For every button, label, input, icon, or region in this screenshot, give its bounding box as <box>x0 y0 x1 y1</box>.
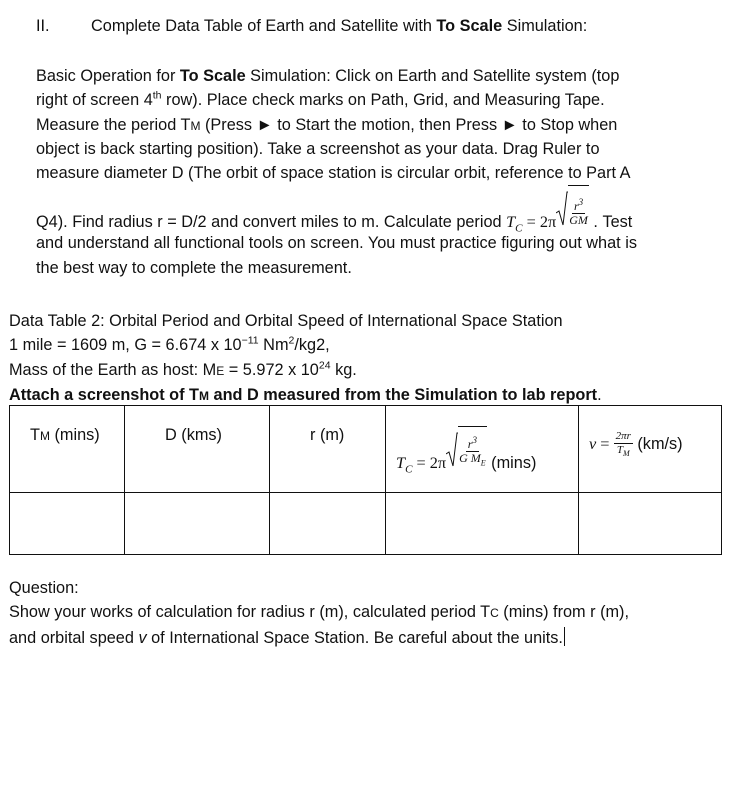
cell-tc-input[interactable] <box>386 493 579 555</box>
data-table <box>9 405 722 555</box>
header-tc: $T_C = 2\pi$ $\frac{r^3}{G M_E}$ (mins) <box>386 406 579 493</box>
constants-line: 1 mile = 1609 m, G = 6.674 x $10^{-11}$ Nm$^2$/kg2, <box>9 334 330 355</box>
text-cursor <box>564 627 565 646</box>
play-icon: ► <box>256 115 273 134</box>
question-line-1: Show your works of calculation for radius r (m), calculated period TC (mins) from r (m), <box>9 603 630 622</box>
sqrt-symbol: $\frac{r^3}{G M_E}$ <box>446 426 487 474</box>
data-table-caption <box>9 309 602 408</box>
header-tm: TM (mins) <box>10 406 125 493</box>
cell-v-input[interactable] <box>579 493 722 555</box>
header-d: D (kms) <box>125 406 270 493</box>
cell-r-input[interactable] <box>270 493 386 555</box>
cell-tm-input[interactable] <box>10 493 125 555</box>
question-label: Question: <box>9 579 79 597</box>
table-header-row <box>10 406 722 493</box>
section-number: II. <box>36 17 50 35</box>
table-row <box>10 493 722 555</box>
question-block <box>9 576 629 650</box>
play-icon: ► <box>501 115 518 134</box>
section-title: Complete Data Table of Earth and Satellite with To Scale Simulation: <box>91 17 588 35</box>
attach-instruction: Attach a screenshot of TM and D measured from the Simulation to lab report. <box>9 385 602 404</box>
header-r: r (m) <box>270 406 386 493</box>
question-line-2: and orbital speed v of International Space Station. Be careful about the units. <box>9 628 563 647</box>
header-v: v = $\frac{2\pi r}{T_M}$ (km/s) <box>579 406 722 493</box>
sqrt-symbol: $\frac{r^3}{GM}$ <box>556 185 589 233</box>
data-table-title: Data Table 2: Orbital Period and Orbital Speed of International Space Station <box>9 312 563 330</box>
earth-mass-line: Mass of the Earth as host: ME = 5.972 x $10^{24}$ kg. <box>9 359 357 379</box>
period-formula: $T_C = 2\pi$ <box>506 212 557 235</box>
instructions-paragraph: Basic Operation for To Scale Simulation: Click on Earth and Satellite system (top right of screen 4th row). Place check marks on Path, Grid, and Measuring Tape. Measure the period TM (Press ► to Start the motion, then Press ► to Stop when object is back starting position). Take a screenshot as your data. Drag Ruler to measure diameter D (The orbit of space station is circular orbit, reference to Part A Q4). Find radius r = D/2 and convert miles to m. Calculate period $T_C = 2\pi$ $\frac{r^3}{GM}$ . Test and understand all functional tools on screen. You must practice figuring out what is the best way to complete the measurement. <box>36 67 637 277</box>
cell-d-input[interactable] <box>125 493 270 555</box>
